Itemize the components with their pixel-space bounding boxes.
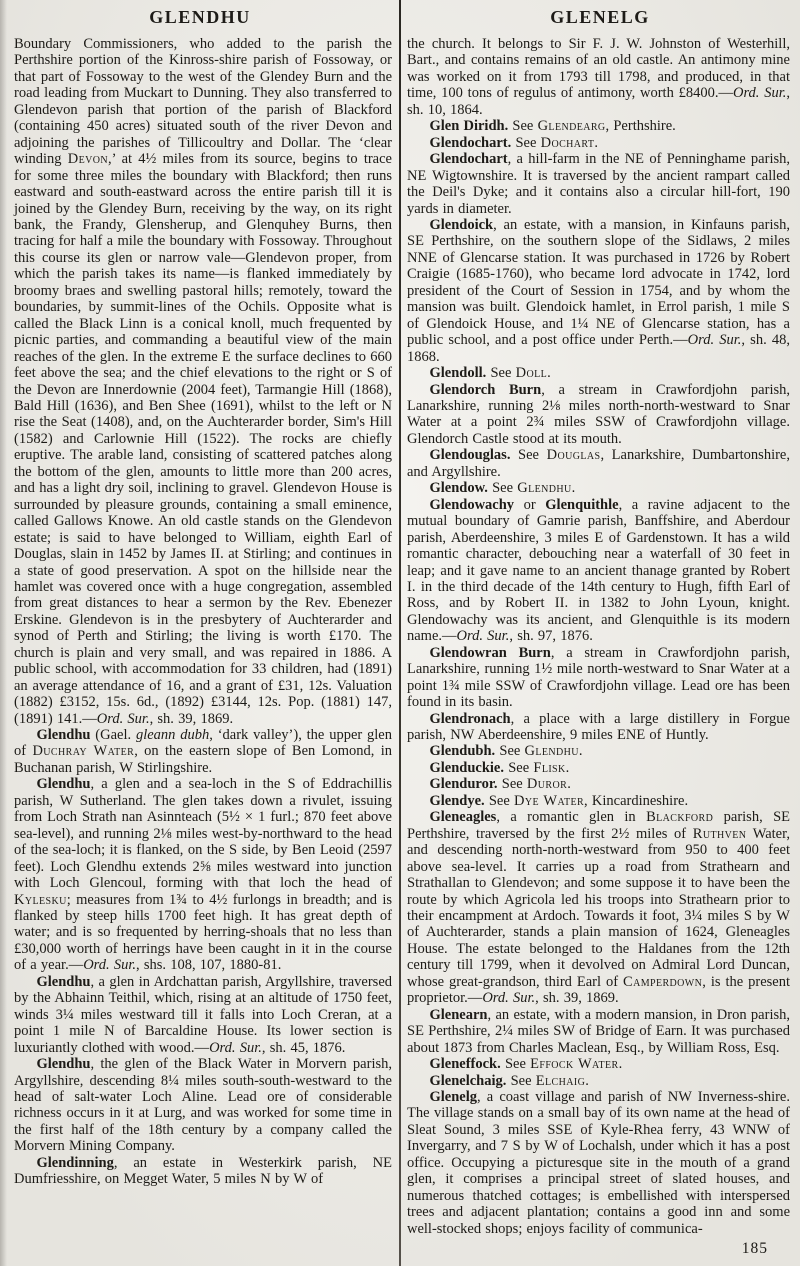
entry-text: , a glen and a sea-loch in the S of Eddrachillis parish, W Sutherland. The glen takes down a rivulet, issuing from Loch Strath nan Asinnteach (5½ × 1 furl.; 870 feet above sea-level), and running 2⅛ miles west-by-northward to the head of the sea-loch; it is flanked, on the S side, by Ben Leoid (2597 feet). Loch Glendhu extends 2⅝ miles westward into junction with Loch Glencoul, forming with that loch the head of [14,776,392,892]
entry-name: Glendronach [429,710,511,727]
entry-name: Gleneffock. [429,1056,501,1073]
entry-text: , a romantic glen in [496,809,647,826]
entry-name: Glenearn [429,1006,488,1023]
entry-paragraph [407,809,790,1006]
entry-text: , a ravine adjacent to the mutual boundary of Gamrie parish, Banffshire, and Aberdour parish, Aberdeenshire, 3 miles E of Gardenstown. It has a wild romantic character, debouching near a waterfall of 30 feet in leap; and it gave name to an ancient thanage granted by Robert I. in the third decade of the 14th century to Hugh, fifth Earl of Ross, and by Robert II. in 1382 to John Lyoun, knight. Glendowachy was its ancient, and Glenquithle is its modern name.— [407,496,790,645]
entry-text: . [567,776,571,793]
entry-paragraph [407,645,790,711]
entry-text: See [495,743,525,760]
entry-text: , Perthshire. [605,118,676,135]
entry-text: , sh. 39, 1869. [149,710,234,727]
entry-text: Effock Water [530,1056,619,1073]
entry-text: Douglas [546,447,601,464]
entry-paragraph [407,447,790,480]
entry-paragraph [407,36,790,118]
entry-text: See [504,759,534,776]
entry-text: , a coast village and parish of NW Inverness-shire. The village stands on a small bay of its own name at the head of Sleat Sound, 3 miles SSE of Kyle-Rhea ferry, 43 WNW of Invergarry, and 7 S by W of Lochalsh, under which it has a post office. Occupying a picturesque site in the mouth of a grand glen, it comprises a principal street of slated houses, and numerous thatched cottages; is embellished with interspersed trees and adjacent plantation; contains a good inn and some well-stocked shops; enjoys facility of communica- [407,1089,790,1237]
entry-name: Glendouglas. [429,447,511,464]
entry-text: , a place with a large distillery in Forgue parish, NW Aberdeenshire, 9 miles ENE of Huntly. [407,710,790,744]
entry-text: or [514,496,546,513]
entry-text: , Lanarkshire, Dumbartonshire, and Argyllshire. [407,447,790,480]
entry-paragraph [14,1155,392,1188]
entry-paragraph [407,118,790,134]
entry-text: . [571,480,576,497]
entry-text: . [547,365,551,382]
entry-text: ,’ at 4½ miles from its source, begins to trace for some three miles the boundary with Blackford; then runs eastward and south-eastward across the entire parish till it is joined by the Glendey Burn, receiving by the way, on its right bank, the Frandy, Glensherup, and Glenquhey Burns, then tracing for half a mile the boundary with Fossoway. Throughout this course its glen or narrow vale—Glendevon proper, from which the parish takes its name—is flanked immediately by broomy braes and swelling pastoral hills; remotely, toward the boundaries, by summit-lines of the Ochils. Opposite what is called the Black Linn is a conical knoll, much frequented by picnic parties, and commanding a beautiful view of the main reaches of the glen. In the extreme E the surface declines to 660 feet above the sea; and the chief elevations to the right or S of the Devon are Innerdownie (2004 feet), Tarmangie Hill (1868), Bald Hill (1636), and Ben Shee (1691), whilst to the left or N rise the Seat (1408), and, on the Auchterarder border, Sim's Hill (1582) and Carlownie Hill (1522). The rocks are chiefly eruptive. The arable land, consisting of scattered patches along the bottom of the glen, amounts to little more than 200 acres, and has a light dry soil, inclining to gravel. Glendevon House is surrounded by pleasure grounds, containing a small eminence, called Gallows Knowe. An old castle stands on the Glendevon estate; is said to have belonged to William, eighth Earl of Douglas, slain in 1452 by James II. at Stirling; and continues in a state of good preservation. A spot on the hillside near the hamlet was covered once with a huge congregation, assembled from great distances to hear a sermon by the Rev. Ebenezer Erskine. Glendevon is in the presbytery of Auchterarder and synod of Perth and Stirling; the living is worth £170. The church is plain and very small, and was repaired in 1886. A public school, with accommodation for 33 children, had (1891) an average attendance of 16, and a grant of £31, 12s. Valuation (1882) £3152, 15s. 6d., (1892) £3144, 12s. Pop. (1881) 147, (1891) 141.— [14,151,392,727]
entry-text: , a hill-farm in the NE of Penninghame parish, NE Wigtownshire. It is traversed by the ancient rampart called the Deil's Dyke; and it contains also a circular hill-fort, 190 yards in diameter. [407,151,790,217]
entry-paragraph [407,497,790,645]
entry-name: Glenelg [429,1089,477,1105]
entry-text: . [594,134,599,151]
entry-text: parish, SE Perthshire, traversed by the first 2½ miles of [407,809,790,842]
entry-text: Duchray Water [32,743,135,760]
entry-text: Ord. Sur. [83,957,137,974]
entry-paragraph [407,151,790,217]
entry-name: Glenelchaig. [429,1072,507,1089]
entry-text: See [510,447,547,464]
entry-text: Ord. Sur. [456,628,510,645]
entry-text: Ord. Sur. [482,990,536,1007]
entry-name: Glendhu [36,776,91,793]
entry-text: See [511,134,541,151]
entry-name: Glen Diridh. [429,118,509,135]
entry-name: Glendorch Burn [429,381,542,398]
entry-text: , an estate, with a modern mansion, in Dron parish, SE Perthshire, 2¼ miles SW of Bridge of Earn. It was purchased about 1873 from Charles Maclean, Esq., by William Ross, Esq. [407,1006,790,1056]
entry-text: Glendearg [537,118,606,135]
entry-paragraph [407,1007,790,1056]
entry-text: Water, and descending north-north-westward from 950 to 400 feet above sea-level. It carries up a road from Strathearn and Strathallan to Glendevon; and some suppose it to have been the route by which Agricola led his troops into Strathearn prior to their encampment at Ardoch. Towards it foot, 3¼ miles S by W of Auchterarder, stands a plain mansion of 1624, Gleneagles House. The estate belonged to the Haldanes from the 12th century till 1799, when it devolved on Admiral Lord Duncan, whose great-grandson, third Earl of [407,825,790,990]
entry-text: Ruthven [692,825,747,842]
entry-text: . [578,743,583,760]
entry-text: Devon [67,151,108,168]
entry-paragraph [14,974,392,1056]
entry-text: See [497,776,527,793]
entry-text: , a stream in Crawfordjohn parish, Lanarkshire, running 1½ mile north-westward to Snar Water at a point 1¾ mile SSW of Crawfordjohn village. Lead ore has been found in its basin. [407,644,790,711]
entry-paragraph [407,1056,790,1072]
entry-paragraph [407,217,790,365]
entry-text: Blackford [646,809,714,826]
entry-text: See [487,480,518,497]
entry-text: Ord. Sur. [209,1039,262,1056]
entry-text: , sh. 10, 1864. [407,85,790,118]
entry-text: See [506,1072,536,1089]
entry-name: Glendowran Burn [429,644,551,661]
entry-text: Ord. Sur. [687,332,742,349]
entry-name: Glendhu [36,1056,91,1073]
entry-text: ; measures from 1¾ to 4½ furlongs in breadth; and is flanked by steep hills 1700 feet high. It has great depth of water; and is so frequented by herring-shoals that no less than £30,000 worth of herrings have been caught in it in the course of a year.— [14,891,392,974]
entry-name: Gleneagles [429,809,497,826]
entry-paragraph [407,743,790,759]
entry-text: Ord. Sur. [96,710,150,727]
entry-text: , Kincardineshire. [584,792,689,809]
left-column [0,36,398,1266]
running-head-right: GLENELG [550,7,650,27]
entry-name: Glendochart [429,151,508,168]
entry-text: See [500,1056,531,1073]
entry-paragraph [407,365,790,381]
entry-text: . [565,759,570,776]
entry-text: , a stream in Crawfordjohn parish, Lanarkshire, running 2⅛ miles north-north-westward to Snar Water at a point 2¾ miles SSW of Crawfordjohn village. Glendorch Castle stood at its mouth. [407,381,790,447]
entry-paragraph [14,36,392,727]
entry-paragraph [407,711,790,744]
entry-name: Glendubh. [429,743,496,760]
entry-text: Ord. Sur. [732,85,787,102]
entry-text: See [486,365,516,382]
entry-text: , sh. 48, 1868. [407,332,790,365]
entry-paragraph [407,480,790,496]
entry-paragraph [407,1089,790,1237]
entry-name: Glendoick [429,216,494,233]
entry-text: (Gael. [90,727,136,744]
entry-paragraph [14,727,392,776]
entry-text: , an estate in Westerkirk parish, NE Dumfriesshire, on Megget Water, 5 miles N by W of [14,1154,392,1188]
entry-text: Duror [526,776,568,793]
entry-paragraph [407,776,790,792]
entry-text: , shs. 108, 107, 1880-81. [136,957,282,974]
entry-paragraph [14,1056,392,1155]
running-head-left: GLENDHU [149,7,251,27]
entry-name: Glendow. [429,480,488,497]
entry-paragraph [407,760,790,776]
entry-text: , the glen of the Black Water in Morvern parish, Argyllshire, descending 8¼ miles south-south-westward to the head of salt-water Loch Aline. Lead ore of considerable richness occurs in it at Lurg, and was worked for some time in the first half of the 18th century by a company called the Morvern Mining Company. [14,1056,392,1155]
entry-paragraph [407,382,790,448]
page-number: 185 [741,1240,768,1257]
entry-text: the church. It belongs to Sir F. J. W. Johnston of Westerhill, Bart., and contains remains of an old castle. An antimony mine was worked on it from 1793 till 1798, and produced, in that time, 100 tons of regulus of antimony, worth £8400.— [407,36,790,102]
entry-name: Glendinning [36,1154,114,1171]
entry-text: , sh. 39, 1869. [535,990,619,1007]
entry-text: See [484,792,515,809]
entry-text: , sh. 97, 1876. [509,628,593,645]
entry-text: Glendhu [517,480,572,497]
entry-text: Dochart [540,134,595,151]
entry-text: Flisk [533,759,566,776]
entry-text: Doll [515,365,548,382]
entry-text: . [618,1056,623,1073]
entry-text: Camperdown [623,973,703,990]
right-column [398,36,800,1266]
entry-text: , sh. 45, 1876. [261,1039,346,1056]
entry-paragraph [407,793,790,809]
entry-text: , on the eastern slope of Ben Lomond, in Buchanan parish, W Stirlingshire. [14,743,392,776]
entry-paragraph [14,776,392,973]
entry-name: Glendochart. [429,134,512,151]
entry-paragraph [407,135,790,151]
entry-name: Glendhu [36,973,91,990]
entry-name: Glendye. [429,792,485,809]
entry-text: . [585,1072,589,1089]
entry-text: , is the present proprietor.— [407,973,791,1007]
entry-name: Glendoll. [429,365,487,382]
entry-name: Glendhu [36,727,91,744]
entry-text: gleann dubh [135,727,210,744]
entry-text: Boundary Commissioners, who added to the parish the Perthshire portion of the Kinross-shire parish of Fossoway, or that part of Fossoway to the west of the Glendey Burn and the road leading from Muckart to Dunning. They also transferred to Glendevon parish that portion of the parish of Blackford (containing 450 acres) situated south of the river Devon and adjoining the parishes of Tillicoultry and Dollar. The ‘clear winding [14,36,392,168]
entry-text: , an estate, with a mansion, in Kinfauns parish, SE Perthshire, on the southern slope of the Sidlaws, 2 miles NNE of Glencarse station. It was purchased in 1726 by Robert Craigie (1685-1760), who became lord advocate in 1742, lord president of the Court of Session in 1754, and by whom the mansion was built. Glendoick hamlet, in Errol parish, 1 mile S of Glendoick House, and 1¼ NE of Glencarse station, has a public school, and a post office under Perth.— [407,216,790,349]
entry-name: Glendowachy [429,496,515,513]
entry-text: , a glen in Ardchattan parish, Argyllshire, traversed by the Abhainn Teithil, which, rising at an altitude of 1750 feet, winds 3¼ miles westward till it falls into Loch Creran, at a point 1 mile N of Barcaldine House. Its lower section is luxuriantly clothed with wood.— [14,973,392,1056]
entry-text: Glendhu [524,743,579,760]
entry-text: Dye Water [514,792,585,809]
entry-paragraph [407,1073,790,1089]
entry-text: , ‘dark valley’), the upper glen of [14,727,392,760]
entry-text: Elchaig [535,1072,586,1089]
column-divider [399,0,401,1266]
entry-name: Glenquithle [545,496,619,513]
entry-text: Kylesku [14,891,67,908]
entry-text: See [508,118,538,135]
entry-name: Glenduror. [429,776,498,793]
entry-name: Glenduckie. [429,759,504,776]
